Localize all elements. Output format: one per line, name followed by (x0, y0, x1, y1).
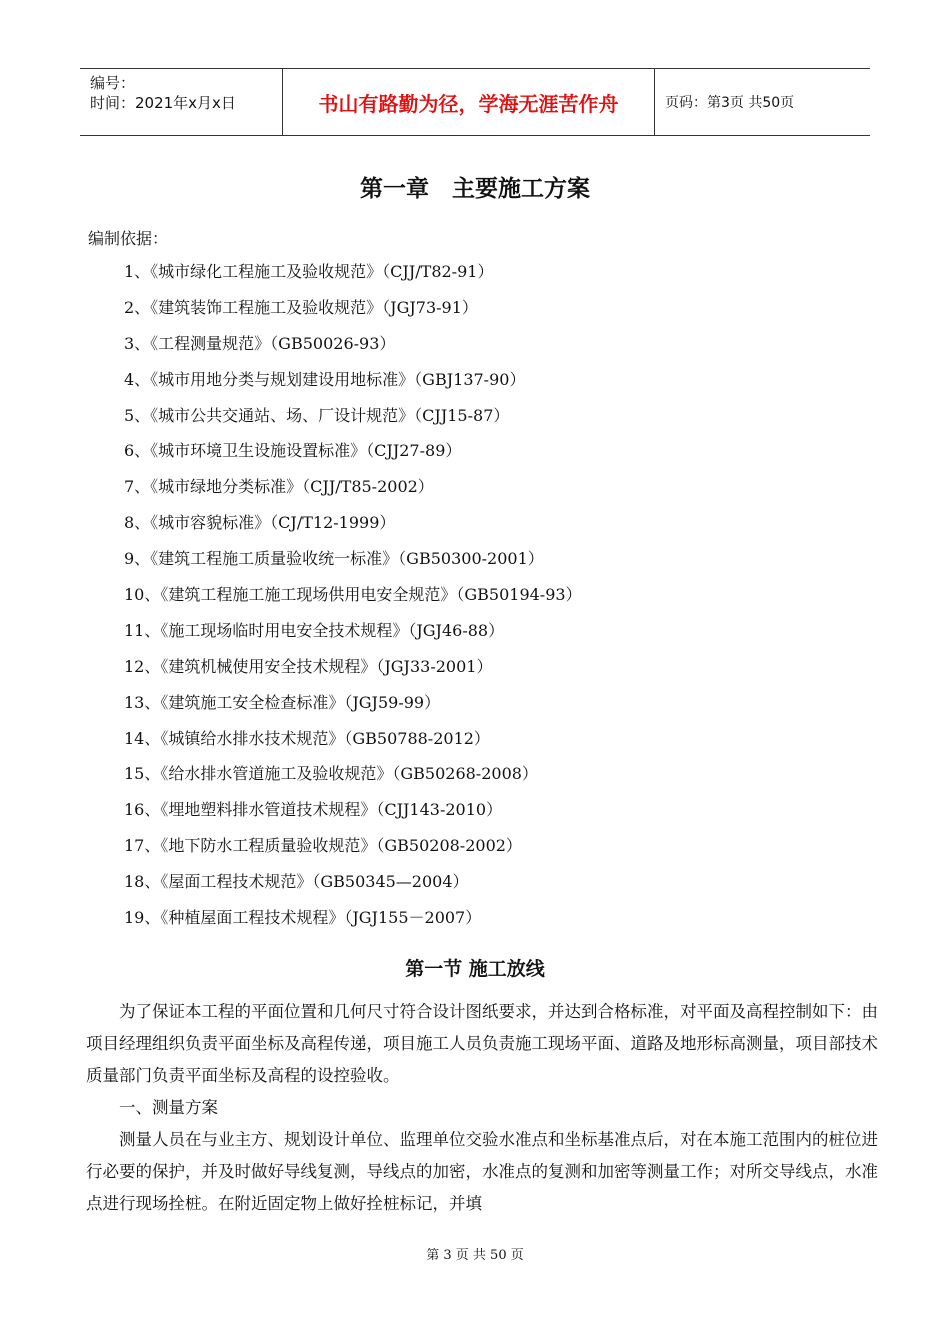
header-motto: 书山有路勤为径，学海无涯苦作舟 (318, 91, 619, 116)
reference-item: 8、《城市容貌标准》（CJ/T12-1999） (124, 513, 396, 533)
reference-item: 2、《建筑装饰工程施工及验收规范》（JGJ73-91） (124, 297, 478, 317)
page-footer: 第 3 页 共 50 页 (426, 1248, 524, 1263)
reference-item: 14、《城镇给水排水技术规范》（GB50788-2012） (124, 728, 490, 748)
reference-item: 17、《地下防水工程质量验收规范》（GB50208-2002） (124, 836, 522, 856)
basis-label: 编制依据： (88, 229, 169, 248)
chapter-title: 第一章 主要施工方案 (360, 176, 590, 202)
subheading-survey-plan: 一、测量方案 (119, 1098, 218, 1117)
reference-item: 1、《城市绿化工程施工及验收规范》（CJJ/T82-91） (124, 262, 494, 281)
reference-item: 10、《建筑工程施工施工现场供用电安全规范》（GB50194-93） (124, 585, 582, 605)
reference-item: 5、《城市公共交通站、场、厂设计规范》（CJJ15-87） (124, 405, 510, 425)
reference-item: 19、《种植屋面工程技术规程》（JGJ155－2007） (124, 908, 482, 928)
reference-item: 12、《建筑机械使用安全技术规程》（JGJ33-2001） (124, 656, 493, 676)
paragraph-survey: 测量人员在与业主方、规划设计单位、监理单位交验水准点和坐标基准点后，对在本施工范围内的桩位进行必要的保护，并及时做好导线复测，导线点的加密，水准点的复测和加密等测量工作；对所交导线点，水准点进行现场拴桩。在附近固定物上做好拴桩标记，并填 (86, 1130, 878, 1213)
reference-item: 11、《施工现场临时用电安全技术规程》（JGJ46-88） (124, 620, 505, 640)
section-title: 第一节 施工放线 (405, 958, 545, 980)
reference-item: 18、《屋面工程技术规范》（GB50345—2004） (124, 872, 469, 892)
reference-item: 9、《建筑工程施工质量验收统一标准》（GB50300-2001） (124, 549, 544, 569)
date-label: 时间：2021年x月x日 (90, 94, 236, 112)
header-motto-cell (282, 69, 655, 135)
reference-item: 15、《给水排水管道施工及验收规范》（GB50268-2008） (124, 764, 538, 784)
reference-item: 3、《工程测量规范》（GB50026-93） (124, 333, 396, 353)
header-table (80, 68, 870, 136)
reference-item: 4、《城市用地分类与规划建设用地标准》（GBJ137-90） (124, 369, 526, 389)
reference-item: 13、《建筑施工安全检查标准》（JGJ59-99） (124, 692, 441, 712)
header-meta (80, 69, 282, 135)
serial-label: 编号： (90, 74, 136, 92)
reference-item: 16、《埋地塑料排水管道技术规程》（CJJ143-2010） (124, 800, 503, 820)
reference-item: 7、《城市绿地分类标准》（CJJ/T85-2002） (124, 477, 434, 497)
paragraph-intro: 为了保证本工程的平面位置和几何尺寸符合设计图纸要求，并达到合格标准，对平面及高程控制如下：由项目经理组织负责平面坐标及高程传递，项目施工人员负责施工现场平面、道路及地形标高测量，项目部技术质量部门负责平面坐标及高程的设控验收。 (86, 1002, 878, 1085)
reference-list (124, 254, 582, 936)
header-page-info: 页码：第3页 共50页 (665, 95, 795, 111)
reference-item: 6、《城市环境卫生设施设置标准》（CJJ27-89） (124, 441, 462, 461)
